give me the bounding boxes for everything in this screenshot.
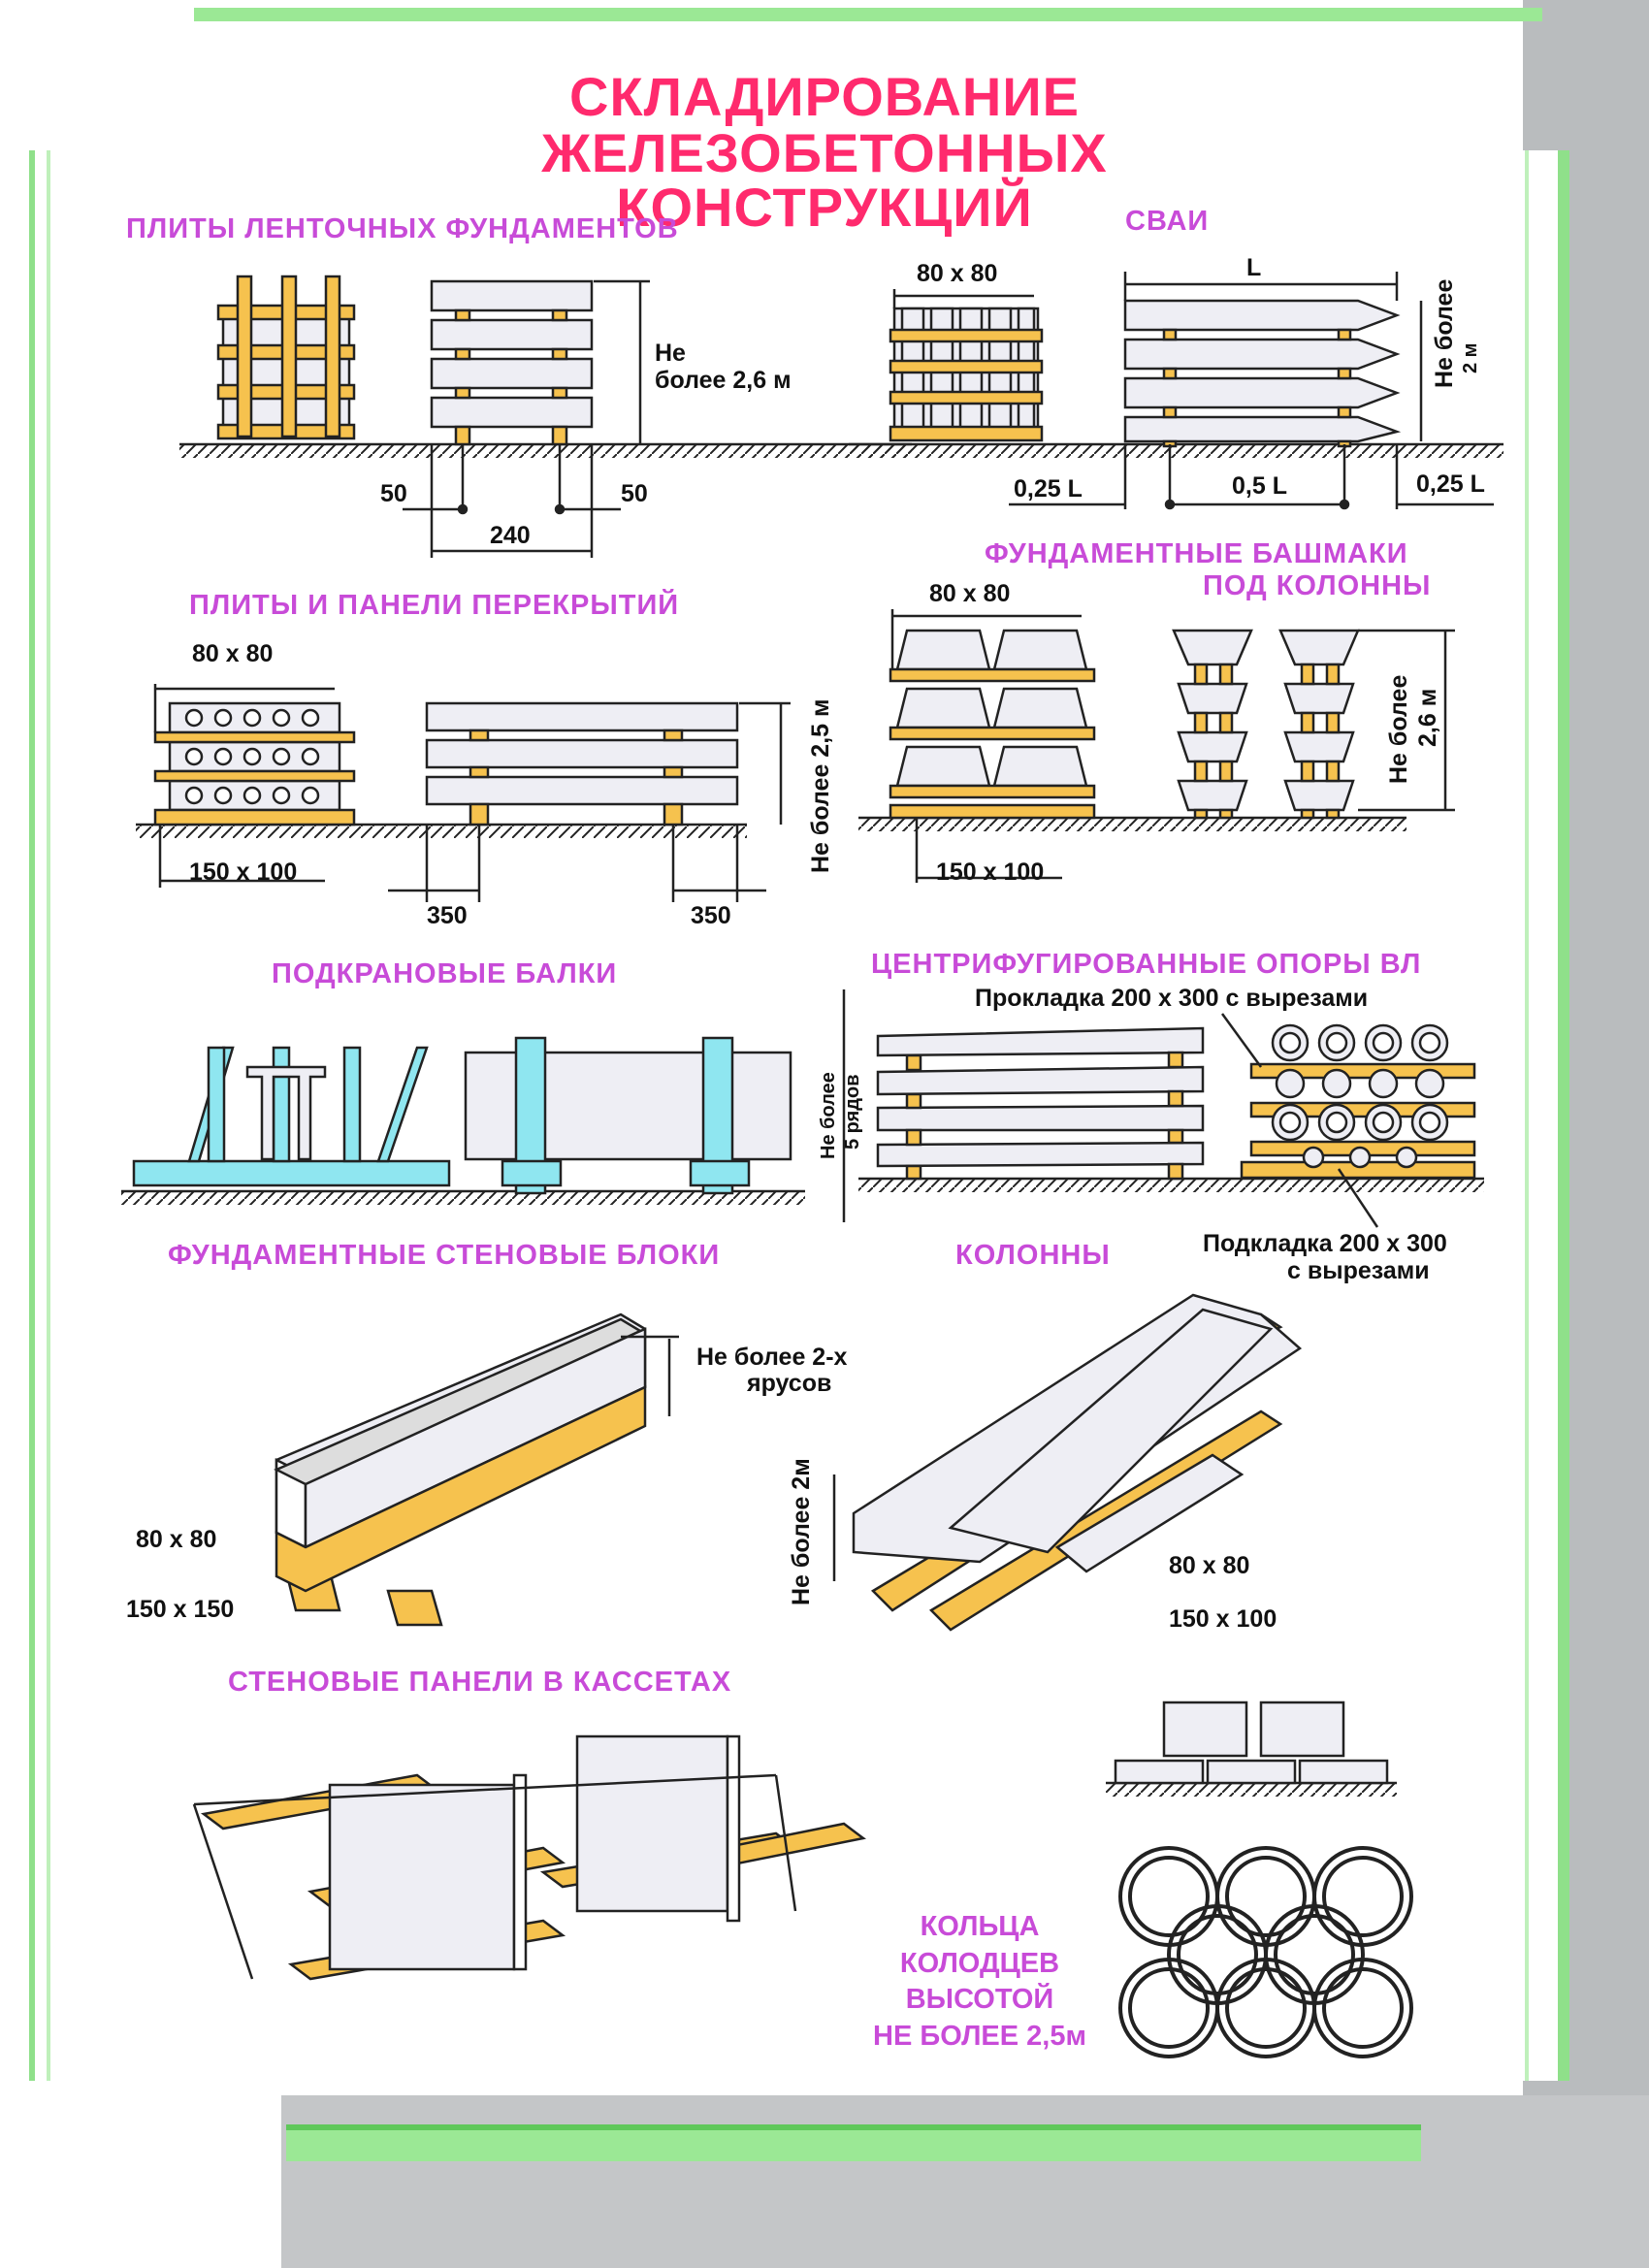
footings-height-label-2: 2,6 м [1414, 688, 1441, 747]
piles-dim-left: 0,25 L [1014, 475, 1083, 502]
slabs-spacer: 80 x 80 [192, 640, 274, 667]
poles-height-label-2: 5 рядов [842, 1074, 863, 1150]
rings-caption [854, 1909, 1106, 2056]
slabs-base: 150 x 100 [189, 859, 298, 886]
slabs-dim-right: 350 [691, 902, 731, 929]
rings-line4: НЕ БОЛЕЕ 2,5м [873, 2021, 1086, 2053]
heading-poles: ЦЕНТРИФУГИРОВАННЫЕ ОПОРЫ ВЛ [871, 949, 1422, 980]
footings-drawing [858, 609, 1455, 883]
blocks-height-label-1: Не более 2-х [696, 1344, 848, 1371]
columns-spacer: 80 x 80 [1169, 1552, 1250, 1579]
wall-blocks-drawing [276, 1314, 679, 1625]
rings-line1: КОЛЬЦА [920, 1911, 1040, 1942]
rings-line2: КОЛОДЦЕВ [899, 1947, 1060, 1979]
heading-crane-beams: ПОДКРАНОВЫЕ БАЛКИ [272, 958, 618, 989]
wall-panels-drawing [194, 1736, 863, 1979]
heading-columns: КОЛОННЫ [955, 1240, 1111, 1271]
strip-plates-drawing [179, 276, 912, 558]
piles-height-label-2: 2 м [1460, 342, 1481, 373]
blocks-base: 150 x 150 [126, 1596, 235, 1623]
rings-drawing [1106, 1702, 1411, 2057]
piles-dim-right: 0,25 L [1416, 470, 1485, 498]
heading-footings-1: ФУНДАМЕНТНЫЕ БАШМАКИ [985, 538, 1408, 569]
slabs-dim-left: 350 [427, 902, 468, 929]
strip-dim-left: 50 [380, 480, 407, 507]
piles-height-label-1: Не более [1431, 278, 1458, 388]
footings-spacer: 80 x 80 [929, 580, 1011, 607]
piles-length: L [1246, 254, 1262, 281]
footings-base: 150 x 100 [936, 859, 1045, 886]
strip-height-label-1: Не [655, 340, 686, 367]
rings-line3: ВЫСОТОЙ [905, 1984, 1054, 2016]
poster-title-line1: СКЛАДИРОВАНИЕ [569, 66, 1080, 127]
columns-base: 150 x 100 [1169, 1605, 1277, 1633]
poles-bottom-pad-1: Подкладка 200 x 300 [1203, 1230, 1447, 1257]
poles-top-pad: Прокладка 200 x 300 с вырезами [975, 985, 1369, 1012]
poles-height-label-1: Не более [818, 1072, 839, 1159]
crane-beams-drawing [121, 1038, 805, 1205]
strip-dim-bottom: 240 [490, 522, 531, 549]
piles-drawing [849, 272, 1504, 509]
heading-strip-plates: ПЛИТЫ ЛЕНТОЧНЫХ ФУНДАМЕНТОВ [126, 213, 679, 244]
strip-height-label-2: более 2,6 м [655, 367, 792, 394]
poster-title-line2: ЖЕЛЕЗОБЕТОННЫХ КОНСТРУКЦИЙ [541, 122, 1108, 238]
columns-height-label: Не более 2м [788, 1458, 815, 1605]
poles-drawing [844, 989, 1484, 1227]
poles-bottom-pad-2: с вырезами [1287, 1257, 1430, 1284]
heading-footings-2: ПОД КОЛОННЫ [1203, 570, 1432, 601]
heading-floor-slabs: ПЛИТЫ И ПАНЕЛИ ПЕРЕКРЫТИЙ [189, 590, 680, 621]
heading-wall-panels: СТЕНОВЫЕ ПАНЕЛИ В КАССЕТАХ [228, 1667, 732, 1698]
piles-dim-mid: 0,5 L [1232, 472, 1287, 500]
piles-section-size: 80 x 80 [917, 260, 998, 287]
heading-wall-blocks: ФУНДАМЕНТНЫЕ СТЕНОВЫЕ БЛОКИ [168, 1240, 721, 1271]
strip-dim-right: 50 [621, 480, 648, 507]
heading-piles: СВАИ [1125, 206, 1210, 237]
blocks-spacer: 80 x 80 [136, 1526, 217, 1553]
footings-height-label-1: Не более [1385, 674, 1412, 784]
blocks-height-label-2: ярусов [747, 1370, 832, 1397]
slabs-height-label: Не более 2,5 м [807, 698, 834, 873]
